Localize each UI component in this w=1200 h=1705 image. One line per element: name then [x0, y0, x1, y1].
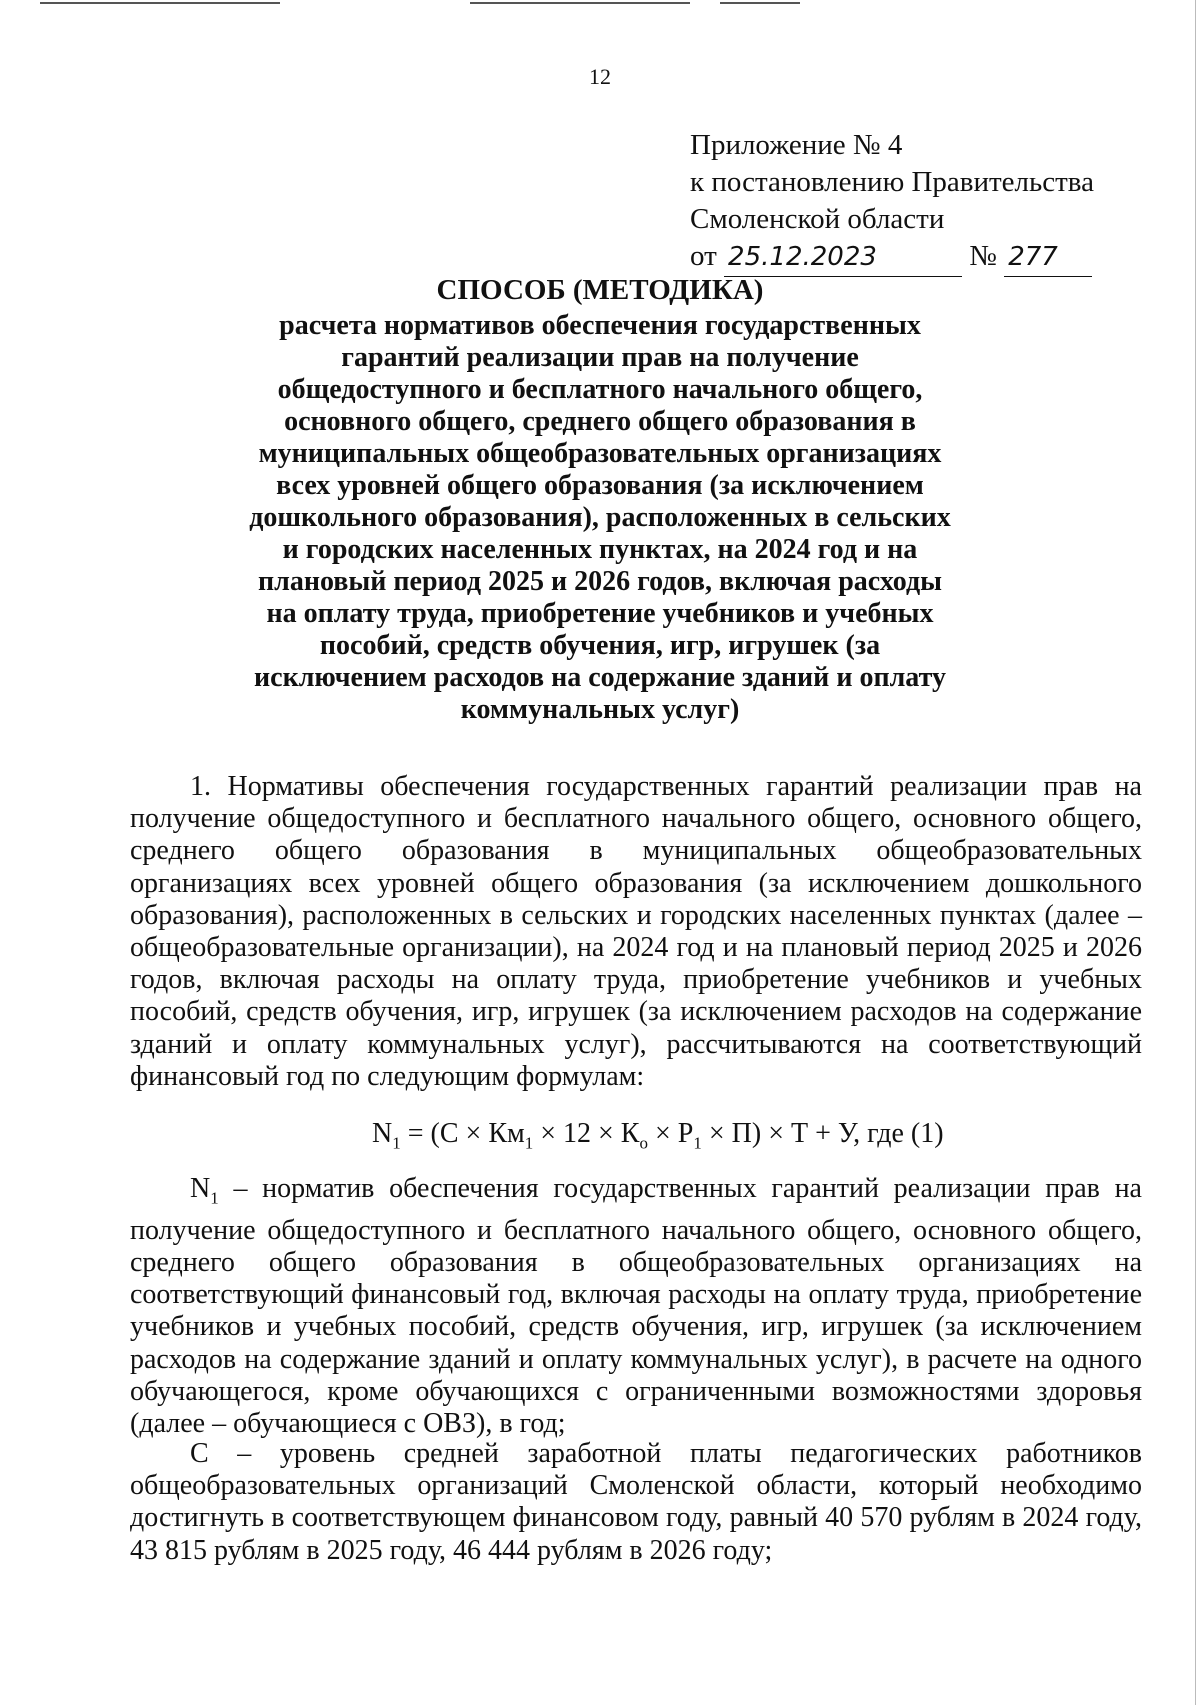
formula-subscript: о — [639, 1133, 648, 1153]
paragraph-text: С – уровень средней заработной платы педагогических работников общеобразовательных организаций Смоленской области, который необходимо достигнуть в соответствующем финансовом году, равный 40 570 рублям в 2024 году, 43 815 рублям в 2025 году, 46 444 рублям в 2026 году; — [130, 1438, 1142, 1566]
annex-header — [690, 127, 1094, 277]
paragraph-text: 1. Нормативы обеспечения государственных гарантий реализации прав на получение общедоступного и бесплатного начального общего, основного общего, среднего общего образования в муниципальных общеобразовательных организациях всех уровней общего образования (за исключением дошкольного образования), расположенных в сельских и городских населенных пунктах (далее – общеобразовательные организации), на 2024 год и на плановый период 2025 и 2026 годов, включая расходы на оплату труда, приобретение учебников и учебных пособий, средств обучения, игр, игрушек (за исключением расходов на содержание зданий и оплату коммунальных услуг), рассчитываются на соответствующий финансовый год по следующим формулам: — [130, 771, 1142, 1092]
formula-part: = (С × Км — [400, 1118, 525, 1149]
scan-artifact-line — [470, 2, 690, 4]
formula-subscript: 1 — [392, 1133, 401, 1153]
annex-line: к постановлению Правительства — [690, 166, 1094, 198]
document-title — [240, 274, 960, 726]
formula-part: × П) × Т + У, где (1) — [701, 1118, 944, 1149]
formula-part: × Р — [647, 1118, 694, 1149]
title-subtitle: расчета нормативов обеспечения государственных гарантий реализации прав на получение общедоступного и бесплатного начального общего, основного общего, среднего общего образования в муниципальных общеобразовательных организациях всех уровней общего образования (за исключением дошкольного образования), расположенных в сельских и городских населенных пунктах, на 2024 год и на плановый период 2025 и 2026 годов, включая расходы на оплату труда, приобретение учебников и учебных пособий, средств обучения, игр, игрушек (за исключением расходов на содержание зданий и оплату коммунальных услуг) — [249, 310, 951, 725]
definition-n1 — [130, 1173, 1142, 1440]
annex-line: Приложение № 4 — [690, 129, 903, 161]
handwritten-number: 277 — [1004, 239, 1092, 277]
formula-1 — [372, 1118, 944, 1154]
paragraph-text — [130, 1173, 1142, 1440]
annex-date-line — [690, 238, 1094, 277]
symbol: N — [190, 1173, 211, 1204]
date-prefix: от — [690, 240, 717, 272]
scan-artifact-line — [40, 2, 280, 4]
page-number: 12 — [589, 64, 611, 89]
formula-part: N — [372, 1118, 393, 1149]
formula-part: × 12 × К — [533, 1118, 640, 1149]
definition-text: – норматив обеспечения государственных гарантий реализации прав на получение общедоступного и бесплатного начального общего, основного общего, среднего общего образования в общеобразовательных организациях на соответствующий финансовый год, включая расходы на оплату труда, приобретение учебников и учебных пособий, средств обучения, игр, игрушек (за исключением расходов на содержание зданий и оплату коммунальных услуг), в расчете на одного обучающегося, кроме обучающихся с ограниченными возможностями здоровья (далее – обучающиеся с ОВЗ), в год; — [130, 1173, 1142, 1440]
handwritten-date: 25.12.2023 — [724, 239, 962, 277]
page-edge — [1195, 0, 1196, 1705]
number-prefix: № — [969, 240, 997, 272]
formula-subscript: 1 — [693, 1133, 702, 1153]
annex-line: Смоленской области — [690, 203, 945, 235]
paragraph-1 — [130, 771, 1142, 1093]
definition-c — [130, 1438, 1142, 1567]
formula-subscript: 1 — [524, 1133, 534, 1153]
scan-artifact-line — [720, 2, 800, 4]
title-main: СПОСОБ (МЕТОДИКА) — [436, 274, 764, 306]
symbol-subscript: 1 — [210, 1188, 219, 1208]
